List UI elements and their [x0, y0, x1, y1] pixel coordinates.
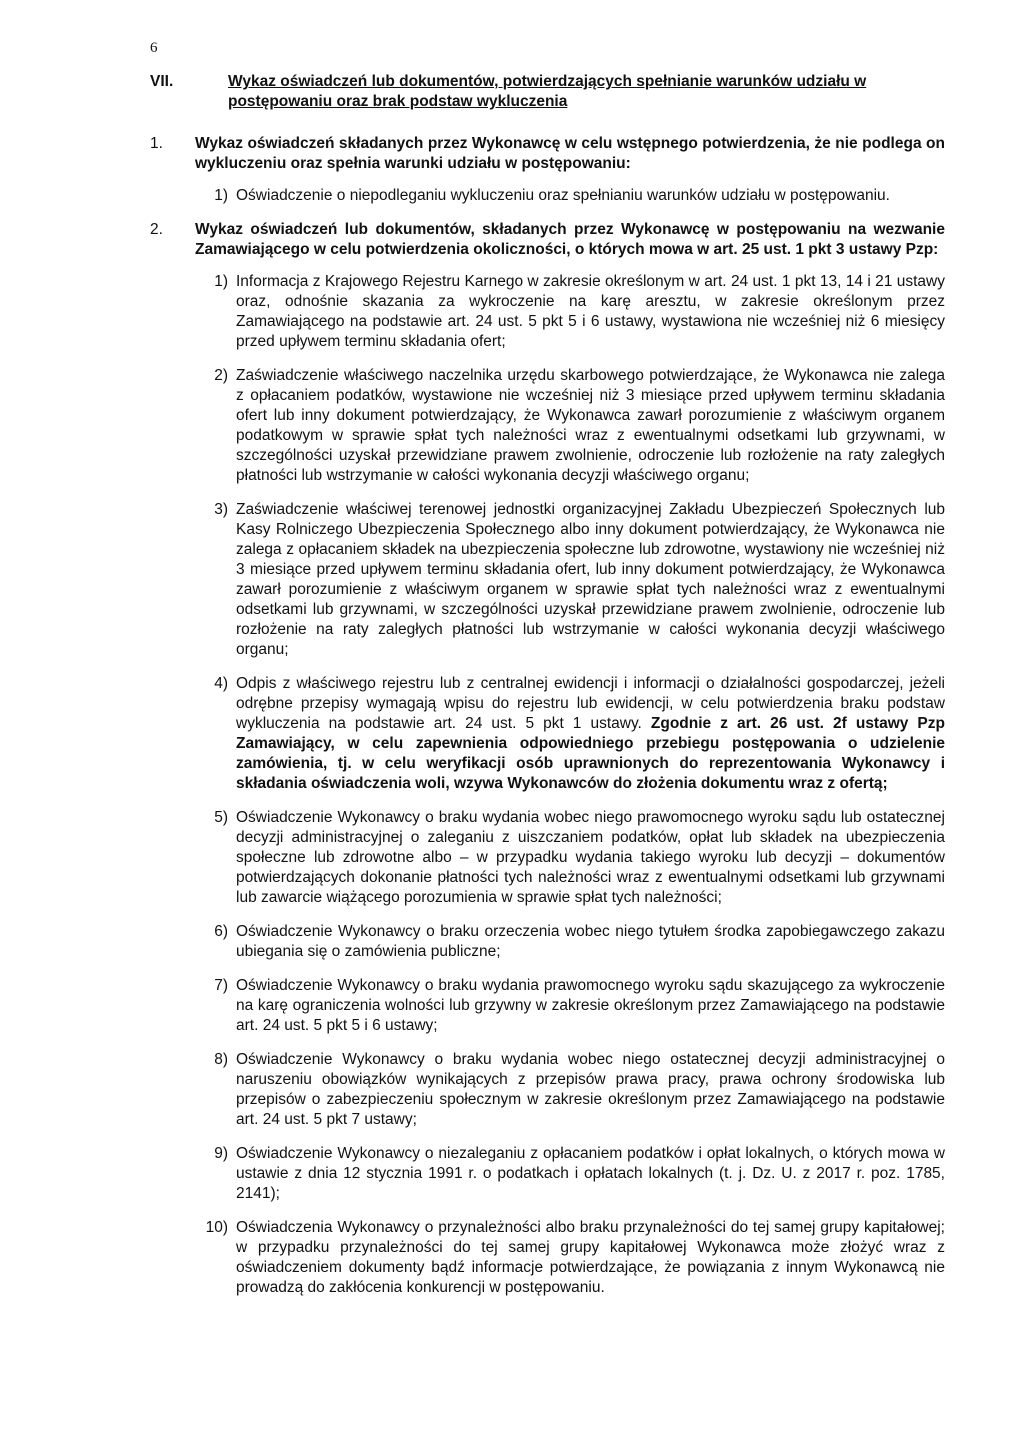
- item-text-regular: Odpis z właściwego rejestru lub z centralnej ewidencji i informacji o działalności gospodarczej, jeżeli odrębne przepisy wymagają wpisu do rejestru lub ewidencji, w celu potwierdzenia braku podstaw wykluczenia na podstawie art. 24 ust. 5 pkt 1 ustawy.: [236, 675, 945, 732]
- page-number: 6: [150, 40, 158, 56]
- item-text: Oświadczenie Wykonawcy o niezaleganiu z opłacaniem podatków i opłat lokalnych, o których mowa w ustawie z dnia 12 stycznia 1991 r. o podatkach i opłatach lokalnych (t. j. Dz. U. z 2017 r. poz. 1785, 2141);: [236, 1145, 945, 1202]
- item-text: Oświadczenie o niepodleganiu wykluczeniu oraz spełnianiu warunków udziału w postępowaniu.: [236, 187, 890, 204]
- section-number: VII.: [150, 73, 174, 90]
- item-number: 3): [214, 501, 228, 518]
- item-text: Oświadczenie Wykonawcy o braku wydania wobec niego prawomocnego wyroku sądu lub ostatecznej decyzji administracyjnej o zaleganiu z uiszczaniem podatków, opłat lub składek na ubezpieczenia społeczne lub zdrowotne albo – w przypadku wydania takiego wyroku lub decyzji – dokumentów potwierdzających dokonanie płatności tych należności wraz z ewentualnymi odsetkami lub grzywnami lub zawarcie wiążącego porozumienia w sprawie spłat tych należności;: [236, 809, 945, 906]
- item-number: 10): [205, 1219, 228, 1236]
- point-text: Wykaz oświadczeń lub dokumentów, składanych przez Wykonawcę w postępowaniu na wezwanie Zamawiającego w celu potwierdzenia okoliczności, o których mowa w art. 25 ust. 1 pkt 3 ustawy Pzp:: [195, 221, 945, 258]
- list-item: [190, 500, 945, 660]
- list-item: [190, 922, 945, 962]
- document-body: [150, 72, 945, 1312]
- point-number: 2.: [150, 221, 163, 238]
- item-number: 1): [214, 273, 228, 290]
- point-1-items: [190, 186, 945, 206]
- item-number: 6): [214, 923, 228, 940]
- list-item: [190, 366, 945, 486]
- point-1: [150, 134, 945, 174]
- item-text: Informacja z Krajowego Rejestru Karnego w zakresie określonym w art. 24 ust. 1 pkt 13, 14 i 21 ustawy oraz, odnośnie skazania za wykroczenie na karę aresztu, w zakresie określonym przez Zamawiającego na podstawie art. 24 ust. 5 pkt 5 i 6 ustawy, wystawiona nie wcześniej niż 6 miesięcy przed upływem terminu składania ofert;: [236, 273, 945, 350]
- item-number: 2): [214, 367, 228, 384]
- section-title: Wykaz oświadczeń lub dokumentów, potwierdzających spełnianie warunków udziału w postępowaniu oraz brak podstaw wykluczenia: [228, 73, 867, 110]
- point-number: 1.: [150, 135, 163, 152]
- list-item: [190, 674, 945, 794]
- point-2: [150, 220, 945, 260]
- item-text: [236, 674, 945, 794]
- point-text: Wykaz oświadczeń składanych przez Wykonawcę w celu wstępnego potwierdzenia, że nie podlega on wykluczeniu oraz spełnia warunki udziału w postępowaniu:: [195, 135, 945, 172]
- item-text: Oświadczenia Wykonawcy o przynależności albo braku przynależności do tej samej grupy kapitałowej; w przypadku przynależności do tej samej grupy kapitałowej Wykonawca może złożyć wraz z oświadczeniem dokumenty bądź informacje potwierdzające, że powiązania z innym Wykonawcą nie prowadzą do zakłócenia konkurencji w postępowaniu.: [236, 1219, 945, 1296]
- item-text-bold: Zgodnie z art. 26 ust. 2f ustawy Pzp Zamawiający, w celu zapewnienia odpowiedniego przebiegu postępowania o udzielenie zamówienia, tj. w celu weryfikacji osób uprawnionych do reprezentowania Wykonawcy i składania oświadczenia woli, wzywa Wykonawców do złożenia dokumentu wraz z ofertą;: [236, 715, 945, 792]
- item-number: 7): [214, 977, 228, 994]
- item-number: 4): [214, 675, 228, 692]
- item-text: Oświadczenie Wykonawcy o braku wydania wobec niego ostatecznej decyzji administracyjnej o naruszeniu obowiązków wynikających z przepisów prawa pracy, prawa ochrony środowiska lub przepisów o zabezpieczeniu społecznym w zakresie określonym przez Zamawiającego na podstawie art. 24 ust. 5 pkt 7 ustawy;: [236, 1051, 945, 1128]
- item-number: 8): [214, 1051, 228, 1068]
- item-text: Zaświadczenie właściwej terenowej jednostki organizacyjnej Zakładu Ubezpieczeń Społecznych lub Kasy Rolniczego Ubezpieczenia Społecznego albo inny dokument potwierdzający, że Wykonawca nie zalega z opłacaniem składek na ubezpieczenia społeczne lub zdrowotne, wystawiony nie wcześniej niż 3 miesiące przed upływem terminu składania ofert, lub inny dokument potwierdzający, że Wykonawca zawarł porozumienie z właściwym organem w sprawie spłat tych należności wraz z ewentualnymi odsetkami lub grzywnami, w szczególności uzyskał przewidziane prawem zwolnienie, odroczenie lub rozłożenie na raty zaległych płatności lub wstrzymanie w całości wykonania decyzji właściwego organu;: [236, 501, 945, 658]
- item-number: 1): [214, 187, 228, 204]
- point-2-items: [190, 272, 945, 1298]
- list-item: [190, 272, 945, 352]
- item-text: Oświadczenie Wykonawcy o braku wydania prawomocnego wyroku sądu skazującego za wykroczenie na karę ograniczenia wolności lub grzywny w zakresie określonym przez Zamawiającego na podstawie art. 24 ust. 5 pkt 5 i 6 ustawy;: [236, 977, 945, 1034]
- list-item: [190, 1144, 945, 1204]
- item-text: Zaświadczenie właściwego naczelnika urzędu skarbowego potwierdzające, że Wykonawca nie zalega z opłacaniem podatków, wystawione nie wcześniej niż 3 miesiące przed upływem terminu składania ofert lub inny dokument potwierdzający, że Wykonawca zawarł porozumienie z właściwym organem podatkowym w sprawie spłat tych należności wraz z ewentualnymi odsetkami lub grzywnami, w szczególności uzyskał przewidziane prawem zwolnienie, odroczenie lub rozłożenie na raty zaległych płatności lub wstrzymanie w całości wykonania decyzji właściwego organu;: [236, 367, 945, 484]
- list-item: [190, 186, 945, 206]
- item-number: 9): [214, 1145, 228, 1162]
- list-item: [190, 1218, 945, 1298]
- item-text: Oświadczenie Wykonawcy o braku orzeczenia wobec niego tytułem środka zapobiegawczego zakazu ubiegania się o zamówienia publiczne;: [236, 923, 945, 960]
- list-item: [190, 1050, 945, 1130]
- list-item: [190, 976, 945, 1036]
- list-item: [190, 808, 945, 908]
- section-heading: [150, 72, 945, 112]
- item-number: 5): [214, 809, 228, 826]
